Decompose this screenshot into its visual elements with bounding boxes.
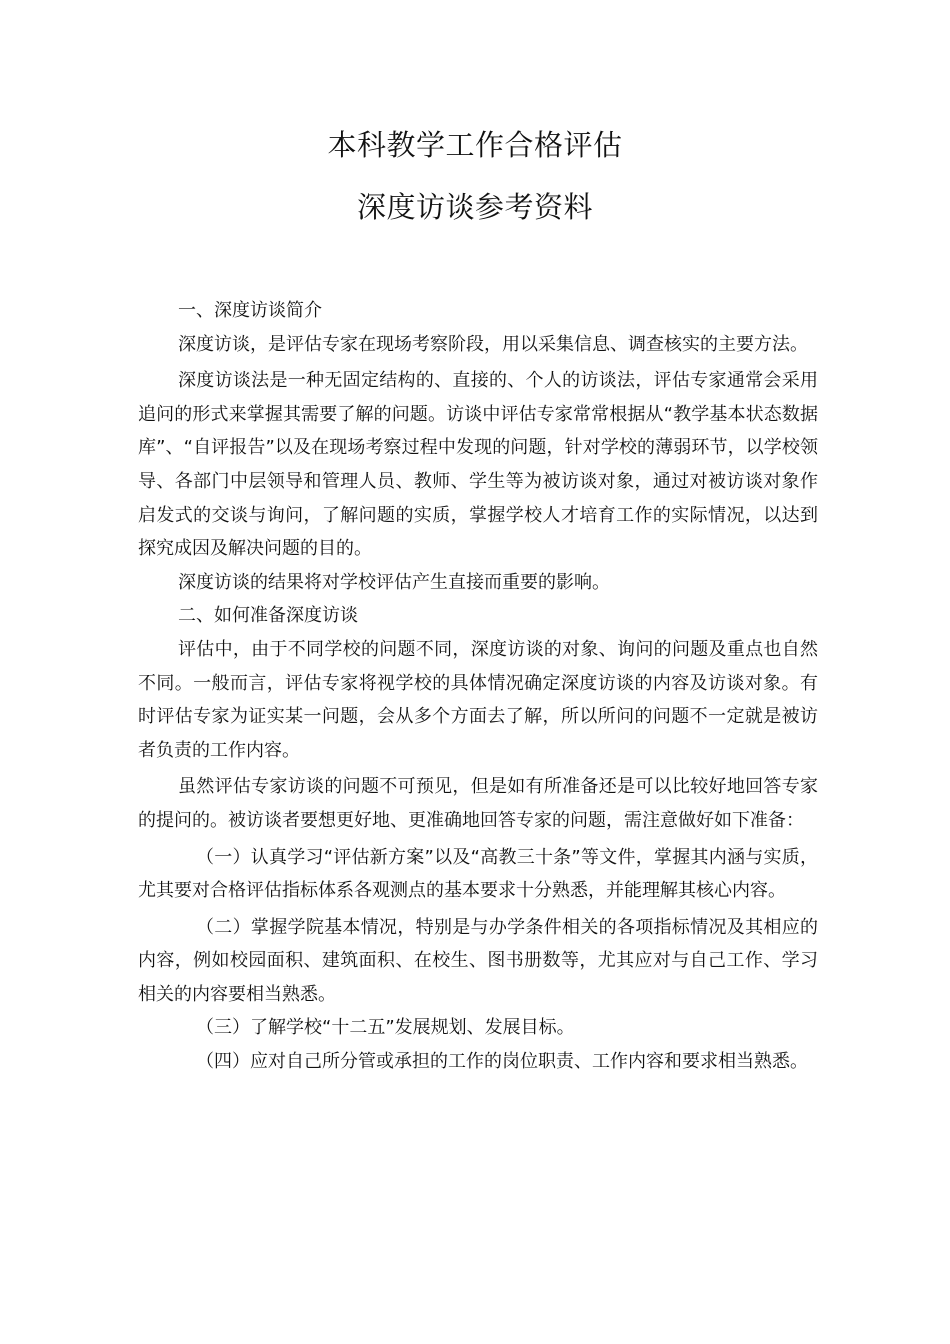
list-item: （三）了解学校“十二五”发展规划、发展目标。 [196,1017,575,1039]
paragraph: 深度访谈的结果将对学校评估产生直接而重要的影响。 [178,571,610,593]
list-item: （四）应对自己所分管或承担的工作的岗位职责、工作内容和要求相当熟悉。 [196,1051,808,1073]
paragraph: 深度访谈法是一种无固定结构的、直接的、个人的访谈法，评估专家通常会采用追问的形式来掌握其需要了解的问题。访谈中评估专家常常根据从“教学基本状态数据库”、“自评报告”以及在现场考察过程中发现的问题，针对学校的薄弱环节，以学校领导、各部门中层领导和管理人员、教师、学生等为被访谈对象，通过对被访谈对象作启发式的交谈与询问，了解问题的实质，掌握学校人才培育工作的实际情况，以达到探究成因及解决问题的目的。 [138,370,818,560]
paragraph: 虽然评估专家访谈的问题不可预见，但是如有所准备还是可以比较好地回答专家的提问的。被访谈者要想更好地、更准确地回答专家的问题，需注意做好如下准备： [138,776,818,831]
document-subtitle: 深度访谈参考资料 [356,190,593,224]
paragraph: 评估中，由于不同学校的问题不同，深度访谈的对象、询问的问题及重点也自然不同。一般而言，评估专家将视学校的具体情况确定深度访谈的内容及访谈对象。有时评估专家为证实某一问题，会从多个方面去了解，所以所问的问题不一定就是被访者负责的工作内容。 [138,638,818,761]
document-title: 本科教学工作合格评估 [327,128,623,162]
section-heading: 一、深度访谈简介 [178,300,322,321]
section-heading: 二、如何准备深度访谈 [178,605,358,627]
list-item: （二）掌握学院基本情况，特别是与办学条件相关的各项指标情况及其相应的内容，例如校园面积、建筑面积、在校生、图书册数等，尤其应对与自己工作、学习相关的内容要相当熟悉。 [138,916,818,1005]
list-item: （一）认真学习“评估新方案”以及“高教三十条”等文件，掌握其内涵与实质，尤其要对合格评估指标体系各观测点的基本要求十分熟悉，并能理解其核心内容。 [138,846,818,902]
paragraph: 深度访谈，是评估专家在现场考察阶段，用以采集信息、调查核实的主要方法。 [178,333,808,355]
document-body [138,294,818,1079]
